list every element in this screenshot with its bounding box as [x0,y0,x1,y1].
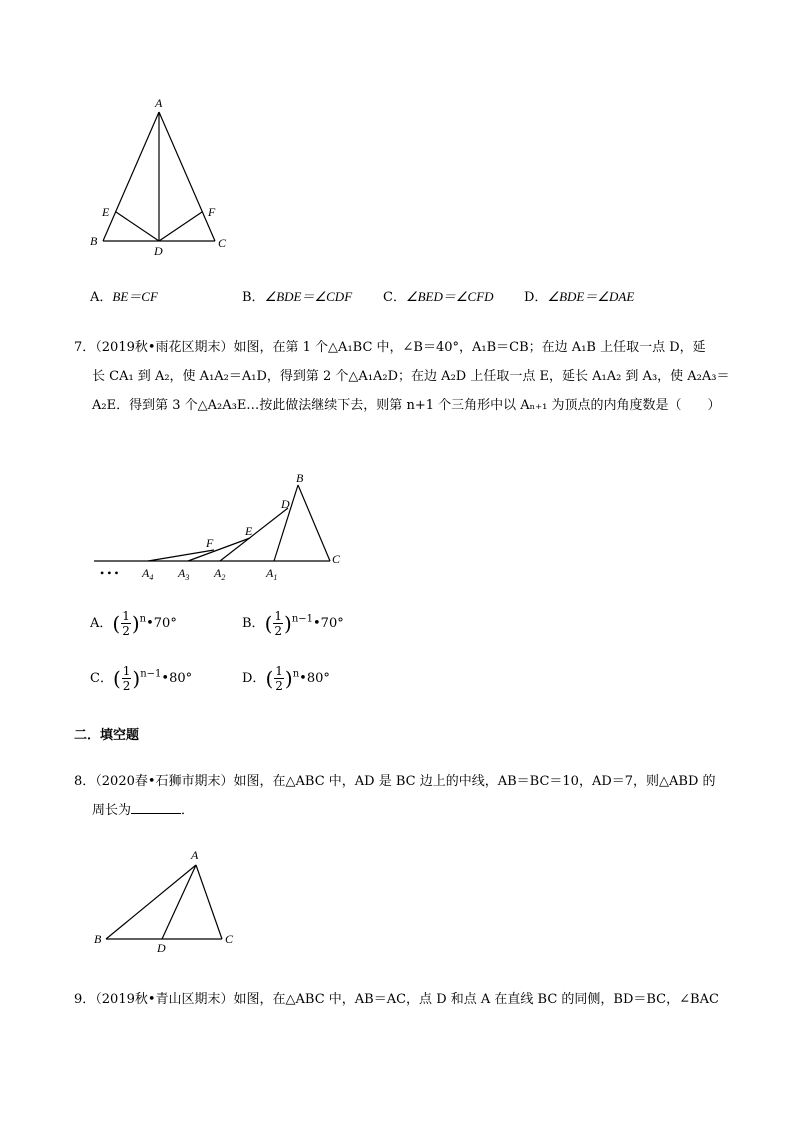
label-F: F [208,205,216,219]
label-B2: B [296,471,304,485]
label-F2: F [206,536,214,550]
label-C3f: C [225,932,234,946]
figure-3 [90,845,250,955]
q7-option-b: B．( $\frac{1}{2}$ )$^{n-1}$•70° [242,609,344,638]
q6-option-c: C．∠BED＝∠CFD [383,289,494,305]
q6-option-b: B．∠BDE＝∠CDF [242,289,353,305]
label-B3f: B [94,932,102,946]
label-C: C [218,236,227,250]
q8-line-2: 周长为 ． [92,803,195,818]
label-B: B [90,234,98,248]
q7-line-1: 7．（2019秋•雨花区期末）如图，在第 1 个△A₁BC 中，∠B＝40°，A₁B＝CB；在边 A₁B 上任取一点 D，延 [74,340,706,355]
label-E2: E [245,524,253,538]
section-fill-in-blank: 二．填空题 [74,728,140,743]
label-A3f: A [191,848,199,862]
answer-blank[interactable] [131,801,181,814]
label-A4: $A_4$ [142,566,154,582]
label-A1: $A_1$ [266,566,278,582]
label-A2: $A_2$ [214,566,226,582]
dots: • • • [100,566,119,580]
label-A: A [155,96,163,110]
q7-option-c: C．( $\frac{1}{2}$ )$^{n-1}$•80° [90,664,193,693]
q7-option-a: A．( $\frac{1}{2}$ )$^n$•70° [90,609,177,638]
q6-option-d: D．∠BDE＝∠DAE [524,289,635,305]
figure-1 [80,92,250,262]
q8-line-1: 8．（2020春•石狮市期末）如图，在△ABC 中，AD 是 BC 边上的中线，AB＝BC＝10，AD＝7，则△ABD 的 [74,774,716,789]
label-C2: C [332,552,341,566]
label-E: E [102,205,110,219]
q7-option-d: D．( $\frac{1}{2}$ )$^n$•80° [242,664,330,693]
q6-option-a: A．BE＝CF [90,289,158,305]
label-A3: $A_3$ [178,566,190,582]
q7-line-2: 长 CA₁ 到 A₂，使 A₁A₂＝A₁D，得到第 2 个△A₁A₂D；在边 A₂D 上任取一点 E，延长 A₁A₂ 到 A₃，使 A₂A₃＝ [92,369,730,384]
label-D2: D [281,497,290,511]
label-D3f: D [157,941,166,955]
q7-line-3: A₂E．得到第 3 个△A₂A₃E…按此做法继续下去，则第 n+1 个三角形中以 Aₙ₊₁ 为顶点的内角度数是（ ） [92,398,721,413]
figure-2 [90,470,360,585]
label-D: D [154,244,163,258]
q9-line-1: 9．（2019秋•青山区期末）如图，在△ABC 中，AB＝AC，点 D 和点 A 在直线 BC 的同侧，BD＝BC，∠BAC [74,992,719,1007]
